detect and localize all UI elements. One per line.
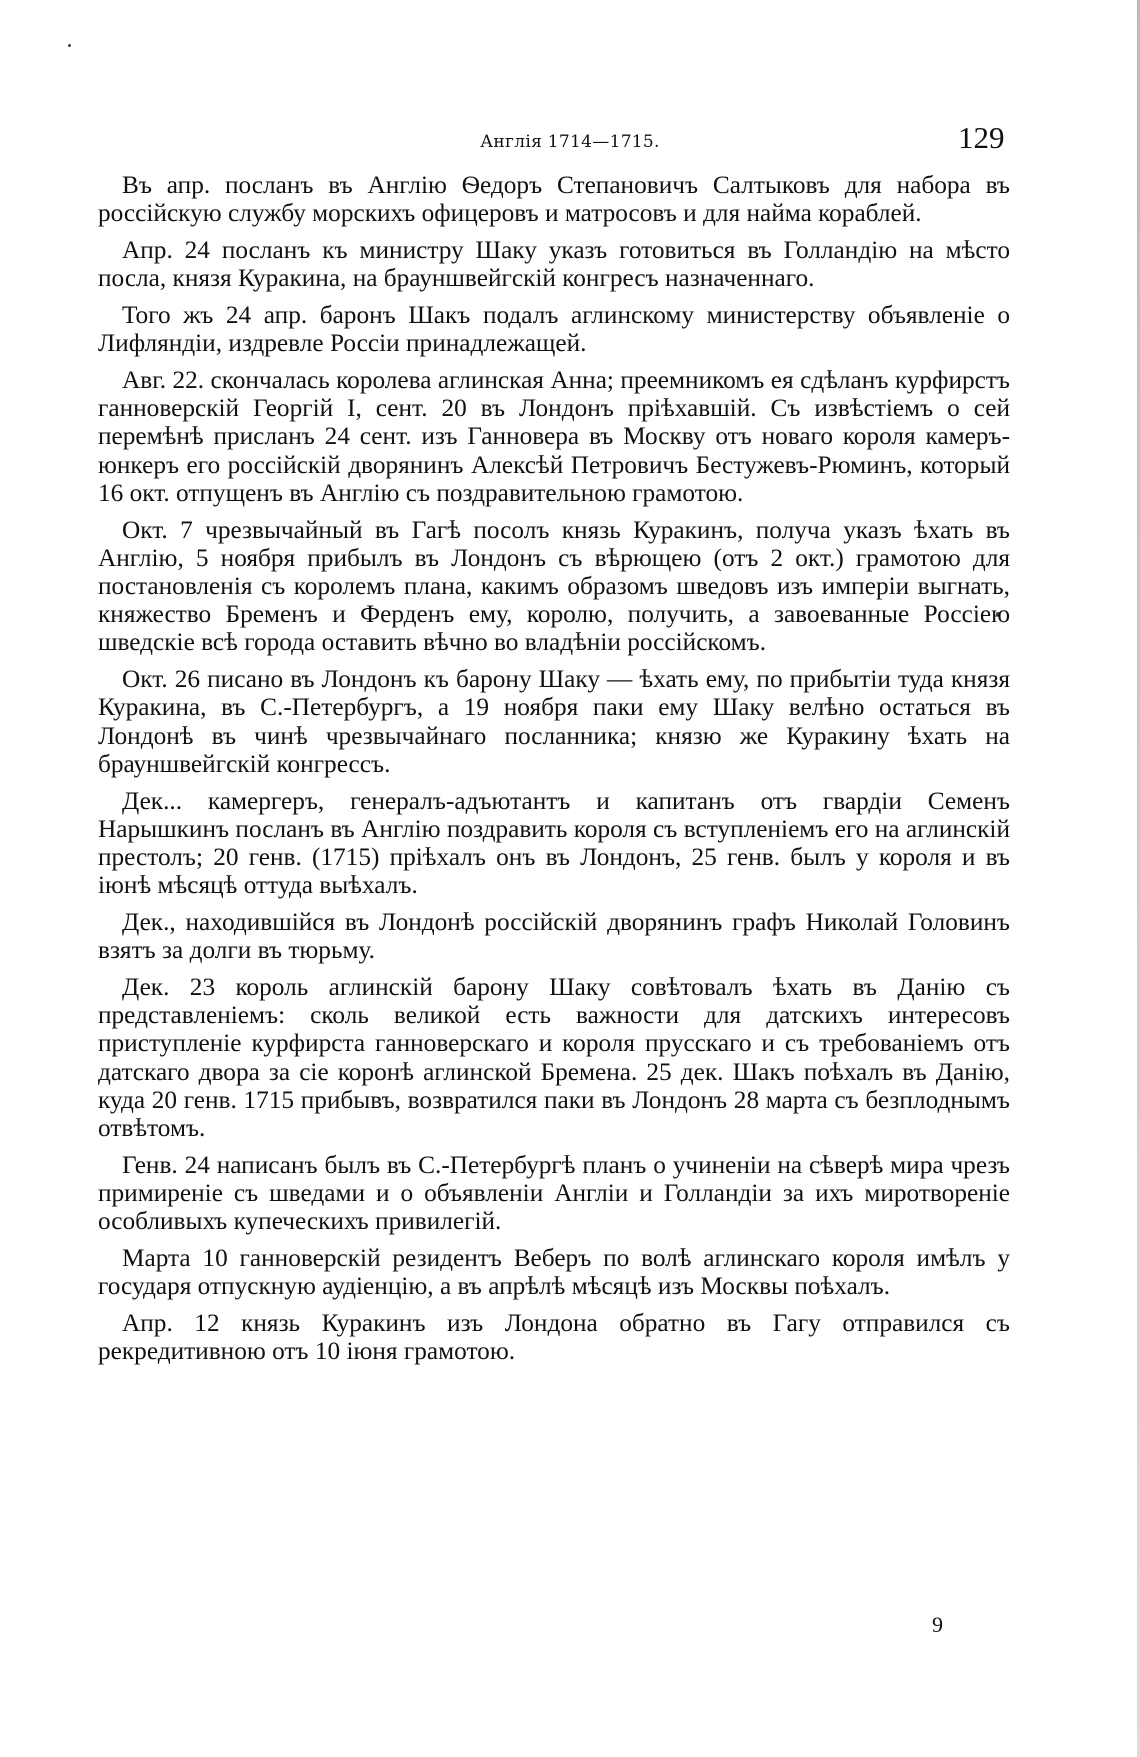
paragraph: Окт. 26 писано въ Лондонъ къ барону Шаку — ѣхать ему, по прибытіи туда князя Куракина, въ С.-Петербургъ, а 19 ноября паки ему Шаку велѣно остаться въ Лондонѣ въ чинѣ чрезвычайнаго посланника; князю же Куракину ѣхать на брауншвейгскій конгрессъ. — [98, 665, 1010, 778]
signature-mark: 9 — [932, 1612, 943, 1637]
running-title: Англія 1714—1715. — [480, 132, 660, 152]
paragraph: Дек... камергеръ, генералъ-адъютантъ и капитанъ отъ гвардіи Семенъ Нарышкинъ посланъ въ Англію поздравить короля съ вступленіемъ его на аглинскій престолъ; 20 генв. (1715) пріѣхалъ онъ въ Лондонъ, 25 генв. былъ у короля и въ іюнѣ мѣсяцѣ оттуда выѣхалъ. — [98, 786, 1010, 900]
paragraph: Дек., находившійся въ Лондонѣ россійскій дворянинъ графъ Николай Головинъ взятъ за долги въ тюрьму. — [98, 908, 1010, 965]
body-text — [98, 171, 1010, 1374]
paragraph: Генв. 24 написанъ былъ въ С.-Петербургѣ планъ о учиненіи на сѣверѣ мира чрезъ примиреніе съ шведами и о объявленіи Англіи и Голландіи за ихъ миротвореніе особливыхъ купеческихъ привилегій. — [98, 1150, 1010, 1236]
paragraph: Апр. 12 князь Куракинъ изъ Лондона обратно въ Гагу отправился съ рекредитивною отъ 10 іюня грамотою. — [98, 1309, 1010, 1366]
paragraph: Въ апр. посланъ въ Англію Ѳедоръ Степановичъ Салтыковъ для набора въ россійскую службу морскихъ офицеровъ и матросовъ и для найма кораблей. — [98, 171, 1010, 228]
paragraph: Марта 10 ганноверскій резидентъ Веберъ по волѣ аглинскаго короля имѣлъ у государя отпускную аудіенцію, а въ апрѣлѣ мѣсяцѣ изъ Москвы поѣхалъ. — [98, 1244, 1010, 1301]
paragraph: Дек. 23 король аглинскій барону Шаку совѣтовалъ ѣхать въ Данію съ представленіемъ: сколь великой есть важности для датскихъ интересовъ приступленіе курфирста ганноверскаго и короля прусскаго и съ требованіемъ отъ датскаго двора за сіе коронѣ аглинской Бремена. 25 дек. Шакъ поѣхалъ въ Данію, куда 20 генв. 1715 прибывъ, возвратился паки въ Лондонъ 28 марта съ безплоднымъ отвѣтомъ. — [98, 973, 1010, 1143]
paragraph: Авг. 22. скончалась королева аглинская Анна; преемникомъ ея сдѣланъ курфирстъ ганноверскій Георгій I, сент. 20 въ Лондонъ пріѣхавшій. Съ извѣстіемъ о сей перемѣнѣ присланъ 24 сент. изъ Ганновера въ Москву отъ новаго короля камеръ-юнкеръ его россійскій дворянинъ Алексѣй Петровичъ Бестужевъ-Рюминъ, который 16 окт. отпущенъ въ Англію съ поздравительною грамотою. — [98, 366, 1010, 507]
paragraph: Окт. 7 чрезвычайный въ Гагѣ посолъ князь Куракинъ, получа указъ ѣхать въ Англію, 5 ноября прибылъ въ Лондонъ съ вѣрющею (отъ 2 окт.) грамотою для постановленія съ королемъ плана, какимъ образомъ шведовъ изъ имперіи выгнать, княжество Бременъ и Ферденъ ему, королю, получить, а завоеванные Россіею шведскіе всѣ города оставить вѣчно во владѣніи россійскомъ. — [98, 515, 1010, 657]
paragraph: Апр. 24 посланъ къ министру Шаку указъ готовиться въ Голландію на мѣсто посла, князя Куракина, на брауншвейгскій конгресъ назначеннаго. — [98, 236, 1010, 293]
scan-speck — [68, 44, 71, 47]
page-number: 129 — [958, 120, 1005, 155]
paragraph: Того жъ 24 апр. баронъ Шакъ подалъ аглинскому министерству объявленіе о Лифляндіи, издревле Россіи принадлежащей. — [98, 301, 1010, 358]
